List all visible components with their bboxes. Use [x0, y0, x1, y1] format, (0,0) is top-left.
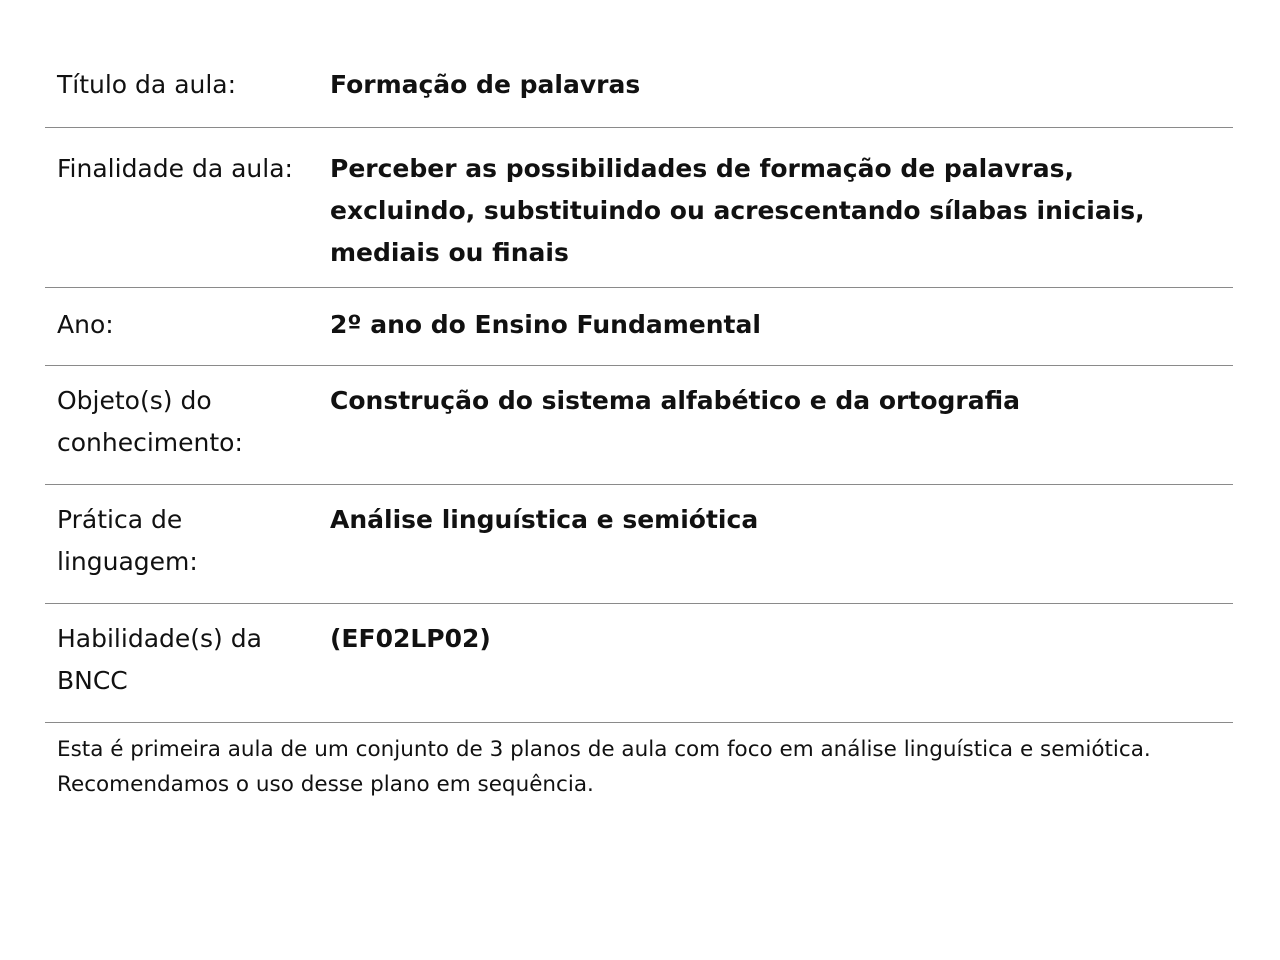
table-row-bncc-skills	[45, 604, 1233, 723]
sequence-note: Esta é primeira aula de um conjunto de 3 planos de aula com foco em análise linguística e semiótica. Recomendamos o uso desse plano em sequência.	[57, 737, 1151, 797]
table-row-purpose	[45, 128, 1233, 288]
row-label: Objeto(s) do conhecimento:	[57, 386, 243, 457]
row-label: Ano:	[57, 310, 114, 339]
row-value: Formação de palavras	[330, 70, 641, 99]
row-label: Habilidade(s) da BNCC	[57, 624, 262, 695]
row-value: (EF02LP02)	[330, 624, 491, 653]
table-row-title	[45, 43, 1233, 128]
row-value: Perceber as possibilidades de formação de palavras, excluindo, substituindo ou acrescentando sílabas iniciais, mediais ou finais	[330, 154, 1145, 267]
lesson-info-table	[45, 43, 1233, 723]
table-row-language-practice	[45, 485, 1233, 604]
row-label: Prática de linguagem:	[57, 505, 198, 576]
row-label: Título da aula:	[57, 70, 237, 99]
row-label: Finalidade da aula:	[57, 154, 293, 183]
table-row-year	[45, 288, 1233, 366]
row-value: Análise linguística e semiótica	[330, 505, 759, 534]
row-value: 2º ano do Ensino Fundamental	[330, 310, 761, 339]
table-row-knowledge-objects	[45, 366, 1233, 485]
row-value: Construção do sistema alfabético e da ortografia	[330, 386, 1020, 415]
